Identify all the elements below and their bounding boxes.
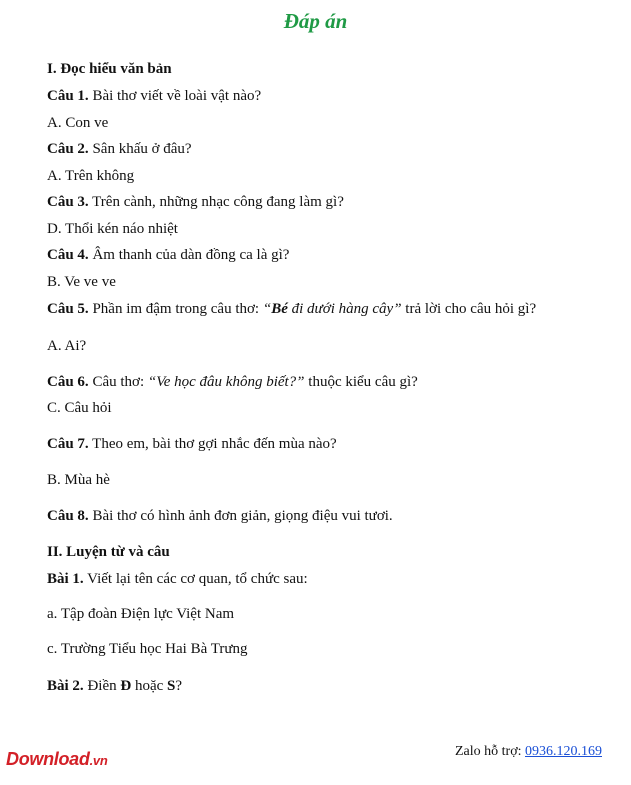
exercise-text-mid: hoặc [131,678,168,694]
option-s: S [167,678,176,694]
question-4 [47,245,289,265]
option-d: Đ [120,678,132,694]
exercise-text: Điền [83,678,121,694]
quote-bold: Bé [271,301,288,317]
download-logo[interactable] [6,749,107,770]
zalo-support [455,744,602,760]
question-1 [47,86,261,106]
logo-suffix: .vn [89,753,108,768]
zalo-phone-link[interactable]: 0936.120.169 [525,744,602,759]
question-label: Câu 1. [47,88,89,104]
question-text: Trên cành, những nhạc công đang làm gì? [88,194,344,210]
exercise-1-item-c: c. Trường Tiểu học Hai Bà Trưng [47,641,248,657]
answer-7: B. Mùa hè [47,472,110,488]
question-label: Câu 5. [47,301,89,317]
question-label: Câu 4. [47,247,89,263]
answer-3: D. Thổi kén náo nhiệt [47,221,178,237]
question-text-end: trả lời cho câu hỏi gì? [401,301,537,317]
section-heading-vocabulary: II. Luyện từ và câu [47,544,170,560]
zalo-label: Zalo hỗ trợ: [455,744,525,759]
question-8 [47,506,393,526]
exercise-label: Bài 2. [47,678,84,694]
question-text-end: thuộc kiểu câu gì? [304,374,418,390]
exercise-text-end: ? [175,678,183,694]
question-text: Bài thơ có hình ảnh đơn giản, giọng điệu vui tươi. [88,508,393,524]
question-text: Âm thanh của dàn đồng ca là gì? [88,247,290,263]
answer-4: B. Ve ve ve [47,274,116,290]
question-label: Câu 2. [47,141,89,157]
answer-6: C. Câu hỏi [47,400,112,416]
quote: “Ve học đâu không biết?” [147,374,305,390]
question-label: Câu 7. [47,436,89,452]
question-text: Bài thơ viết về loài vật nào? [88,88,262,104]
question-6 [47,372,418,392]
quote-rest: đi dưới hàng cây” [287,301,402,317]
answer-5: A. Ai? [47,338,87,354]
quote-open: “ [262,301,272,317]
question-text: Theo em, bài thơ gợi nhắc đến mùa nào? [88,436,337,452]
question-text: Câu thơ: [88,374,148,390]
question-label: Câu 8. [47,508,89,524]
answer-1: A. Con ve [47,115,109,131]
exercise-label: Bài 1. [47,571,84,587]
section-heading-reading: I. Đọc hiểu văn bản [47,61,172,77]
question-3 [47,192,344,212]
question-text: Sân khấu ở đâu? [88,141,192,157]
logo-text: Download [6,749,90,769]
exercise-2 [47,676,182,696]
page-title: Đáp án [283,9,348,33]
exercise-1-item-a: a. Tập đoàn Điện lực Việt Nam [47,606,235,622]
question-2 [47,139,192,159]
exercise-text: Viết lại tên các cơ quan, tổ chức sau: [83,571,308,587]
question-text: Phần im đậm trong câu thơ: [88,301,263,317]
question-label: Câu 3. [47,194,89,210]
question-5 [47,299,536,319]
answer-2: A. Trên không [47,168,135,184]
question-label: Câu 6. [47,374,89,390]
exercise-1 [47,569,308,589]
question-7 [47,434,337,454]
